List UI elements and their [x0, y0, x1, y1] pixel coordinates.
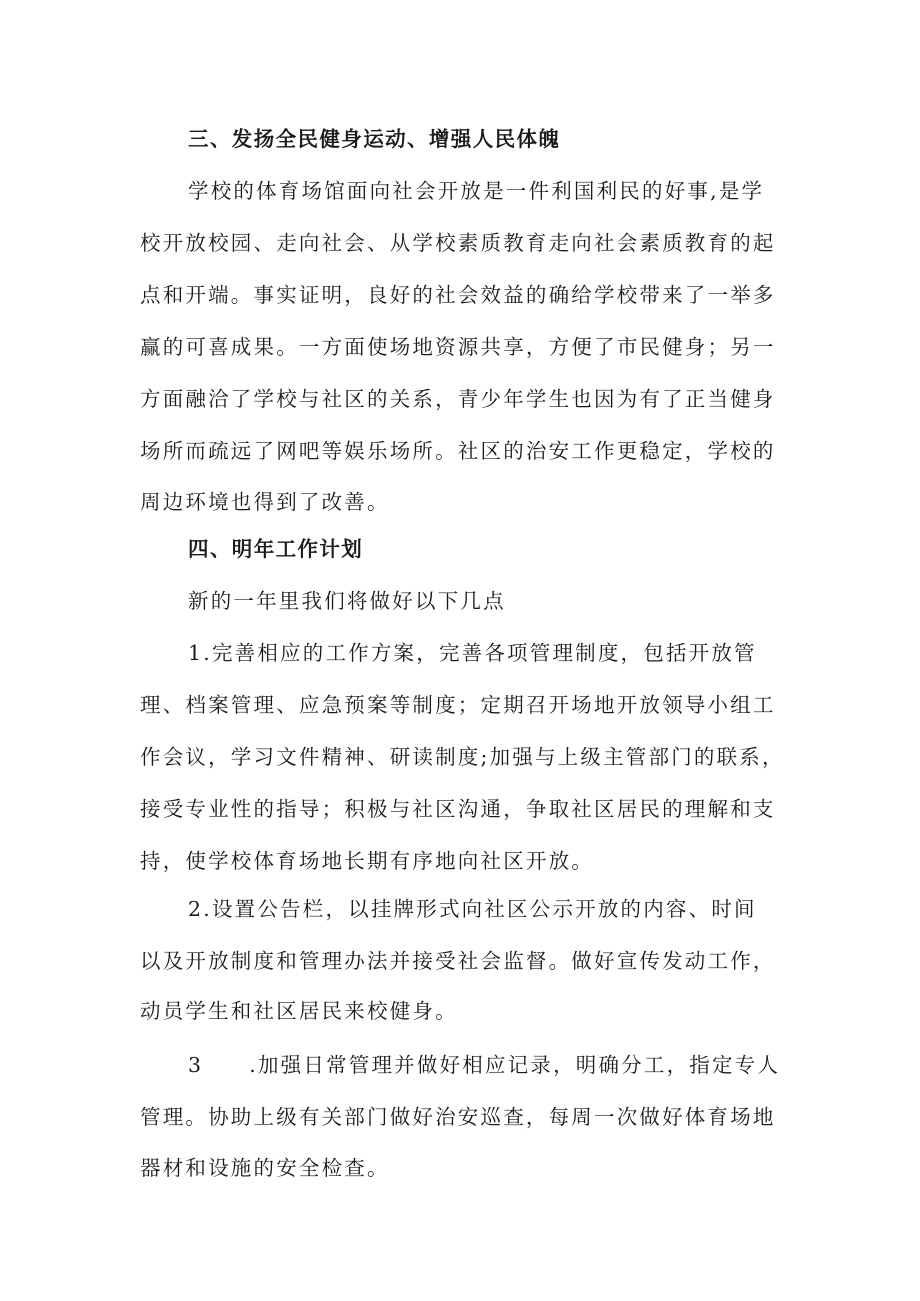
- paragraph-line: 赢的可喜成果。一方面使场地资源共享，方便了市民健身；另一: [140, 335, 776, 359]
- item-3-text: .加强日常管理并做好相应记录，明确分工，指定专人: [249, 1053, 781, 1077]
- section-heading-3: 三、发扬全民健身运动、增强人民体魄: [188, 127, 561, 151]
- item-1-line: 理、档案管理、应急预案等制度；定期召开场地开放领导小组工: [140, 693, 776, 717]
- item-3-line: 管理。协助上级有关部门做好治安巡查，每周一次做好体育场地: [140, 1105, 776, 1129]
- item-3-first-line: [188, 1050, 790, 1080]
- item-3-number: 3: [188, 1053, 204, 1077]
- section-heading-4: 四、明年工作计划: [188, 537, 364, 561]
- paragraph-line: 周边环境也得到了改善。: [140, 490, 390, 514]
- item-2-line: 以及开放制度和管理办法并接受社会监督。做好宣传发动工作，: [140, 949, 776, 973]
- item-2-line: 动员学生和社区居民来校健身。: [140, 999, 458, 1023]
- paragraph-line: 校开放校园、走向社会、从学校素质教育走向社会素质教育的起: [140, 231, 776, 255]
- item-1-line: 接受专业性的指导；积极与社区沟通，争取社区居民的理解和支: [140, 797, 776, 821]
- paragraph-line: 方面融洽了学校与社区的关系，青少年学生也因为有了正当健身: [140, 387, 776, 411]
- item-1-line: 1.完善相应的工作方案，完善各项管理制度，包括开放管: [188, 641, 757, 665]
- paragraph-line: 场所而疏远了网吧等娱乐场所。社区的治安工作更稳定，学校的: [140, 439, 776, 463]
- intro-line: 新的一年里我们将做好以下几点: [188, 589, 506, 613]
- paragraph-line: 点和开端。事实证明，良好的社会效益的确给学校带来了一举多: [140, 283, 776, 307]
- item-1-line: 作会议，学习文件精神、研读制度;加强与上级主管部门的联系，: [140, 745, 785, 769]
- item-2-line: 2.设置公告栏，以挂牌形式向社区公示开放的内容、时间: [188, 897, 757, 921]
- item-3-line: 器材和设施的安全检查。: [140, 1156, 390, 1180]
- item-1-line: 持，使学校体育场地长期有序地向社区开放。: [140, 849, 594, 873]
- paragraph-line: 学校的体育场馆面向社会开放是一件利国利民的好事,是学: [188, 179, 765, 203]
